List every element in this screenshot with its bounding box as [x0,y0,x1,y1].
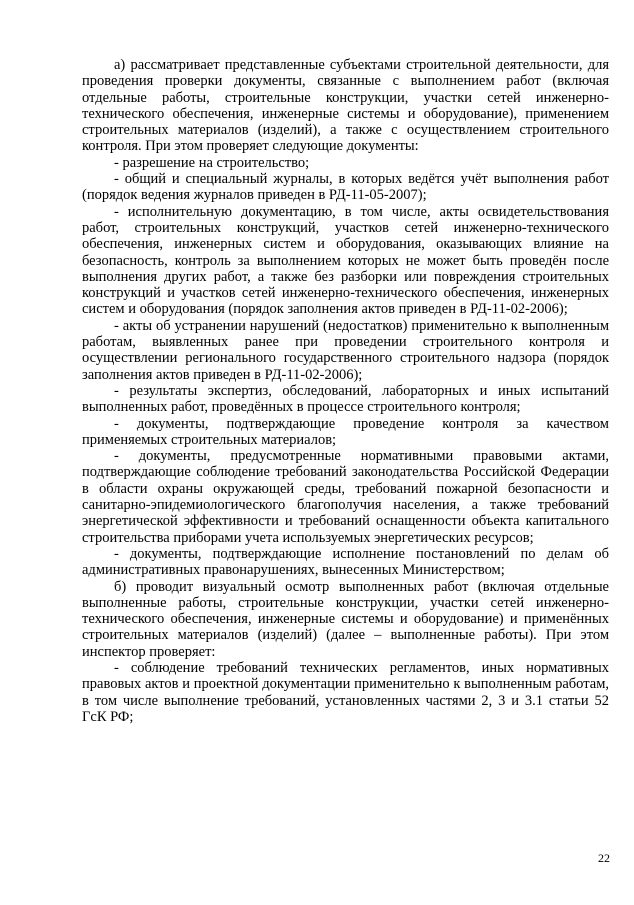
paragraph-a-intro: а) рассматривает представленные субъектами строительной деятельности, для проведения проверки документы, связанные с выполнением работ (включая отдельные работы, строительные конструкции, участки сетей инженерно-технического обеспечения, инженерные системы и оборудование), применением строительных материалов (изделий), а также с осуществлением строительного контроля. При этом проверяет следующие документы: [82,57,609,155]
page-number: 22 [598,851,610,865]
list-item-penalty-execution-documents: - документы, подтверждающие исполнение постановлений по делам об административных правонарушениях, вынесенных Министерством; [82,545,609,579]
list-item-defect-elimination-acts: - акты об устранении нарушений (недостатков) применительно к выполненным работам, выявленных ранее при проведении строительного контроля и осуществлении регионального государственного строительного надзора (порядок заполнения актов приведен в РД-11-02-2006); [82,317,609,383]
list-item-test-results: - результаты экспертиз, обследований, лабораторных и иных испытаний выполненных работ, проведённых в процессе строительного контроля; [82,382,609,416]
list-item-executive-documentation: - исполнительную документацию, в том числе, акты освидетельствования работ, строительных конструкций, участков сетей инженерно-технического обеспечения, инженерных систем и оборудования, оказывающих влияние на безопасность, контроль за выполнением которых не может быть проведён после выполнения других работ, а также без разборки или повреждения строительных конструкций и участков сетей инженерно-технического обеспечения, инженерных систем и оборудования (порядок заполнения актов приведен в РД-11-02-2006); [82,203,609,318]
list-item-technical-regulations-compliance: - соблюдение требований технических регламентов, иных нормативных правовых актов и проектной документации применительно к выполненным работам, в том числе выполнение требований, установленных частями 2, 3 и 3.1 статьи 52 ГсК РФ; [82,659,609,725]
paragraph-b-visual-inspection: б) проводит визуальный осмотр выполненных работ (включая отдельные выполненные работы, строительные конструкции, участки сетей инженерно-технического обеспечения, инженерные системы и оборудование) и применённых строительных материалов (изделий) (далее – выполненные работы). При этом инспектор проверяет: [82,578,609,660]
list-item-material-quality-control: - документы, подтверждающие проведение контроля за качеством применяемых строительных материалов; [82,415,609,448]
list-item-regulatory-compliance-documents: - документы, предусмотренные нормативными правовыми актами, подтверждающие соблюдение требований законодательства Российской Федерации в области охраны окружающей среды, требований пожарной безопасности и санитарно-эпидемиологического благополучия населения, а также требований энергетической эффективности и требований оснащенности объекта капитального строительства приборами учета используемых энергетических ресурсов; [82,448,609,546]
list-item-building-permit: - разрешение на строительство; [114,154,310,171]
list-item-work-journals: - общий и специальный журналы, в которых ведётся учёт выполнения работ (порядок ведения журналов приведен в РД-11-05-2007); [82,171,609,204]
document-body [82,57,609,725]
